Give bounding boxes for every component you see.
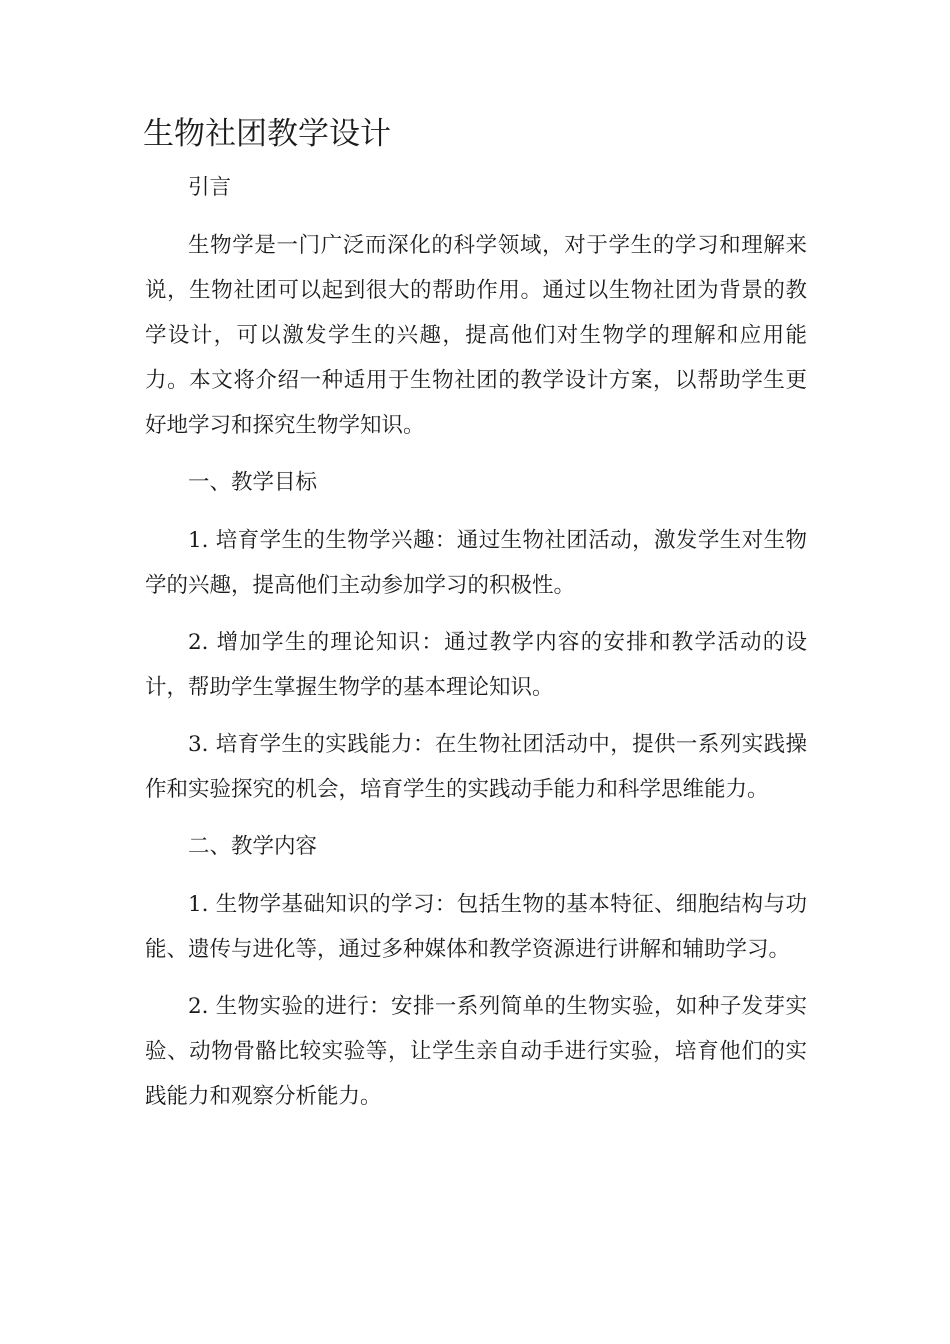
content-item-1: 1. 生物学基础知识的学习：包括生物的基本特征、细胞结构与功能、遗传与进化等，通过多种媒体和教学资源进行讲解和辅助学习。	[145, 892, 807, 962]
intro-paragraph: 生物学是一门广泛而深化的科学领域，对于学生的学习和理解来说，生物社团可以起到很大的帮助作用。通过以生物社团为背景的教学设计，可以激发学生的兴趣，提高他们对生物学的理解和应用能力。本文将介绍一种适用于生物社团的教学设计方案，以帮助学生更好地学习和探究生物学知识。	[145, 233, 807, 438]
section-heading-goals: 一、教学目标	[188, 470, 318, 495]
document-title: 生物社团教学设计	[143, 116, 391, 152]
goal-item-1: 1. 培育学生的生物学兴趣：通过生物社团活动，激发学生对生物学的兴趣，提高他们主动参加学习的积极性。	[145, 528, 807, 598]
document-body	[145, 165, 807, 1131]
intro-heading: 引言	[188, 175, 232, 200]
section-heading-content: 二、教学内容	[188, 834, 318, 859]
goal-item-3: 3. 培育学生的实践能力：在生物社团活动中，提供一系列实践操作和实验探究的机会，培育学生的实践动手能力和科学思维能力。	[145, 732, 807, 802]
goal-item-2: 2. 增加学生的理论知识：通过教学内容的安排和教学活动的设计，帮助学生掌握生物学的基本理论知识。	[145, 630, 807, 700]
content-item-2: 2. 生物实验的进行：安排一系列简单的生物实验，如种子发芽实验、动物骨骼比较实验等，让学生亲自动手进行实验，培育他们的实践能力和观察分析能力。	[145, 994, 807, 1109]
